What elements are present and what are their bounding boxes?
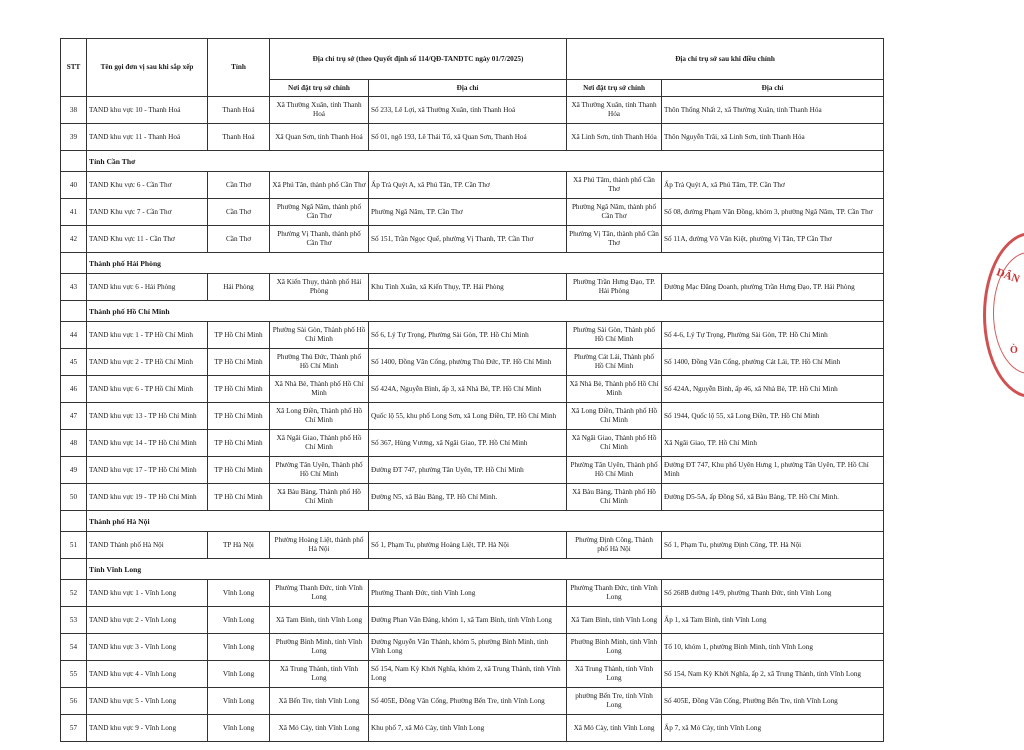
cell-unit-name: TAND khu vực 6 - TP Hồ Chí Minh bbox=[87, 376, 208, 403]
cell-address-old: Ấp Trà Quýt A, xã Phú Tân, TP. Cần Thơ bbox=[369, 172, 567, 199]
cell-place-old: Phường Sài Gòn, Thành phố Hồ Chí Minh bbox=[270, 322, 369, 349]
cell-stt: 45 bbox=[61, 349, 87, 376]
cell-place-new: Phường Định Công, Thành phố Hà Nội bbox=[567, 532, 662, 559]
cell-place-old: Xã Phú Tân, thành phố Cần Thơ bbox=[270, 172, 369, 199]
cell-unit-name: TAND khu vực 19 - TP Hồ Chí Minh bbox=[87, 484, 208, 511]
document-page bbox=[60, 38, 883, 742]
cell-place-new: Xã Long Điền, Thành phố Hồ Chí Minh bbox=[567, 403, 662, 430]
table-row bbox=[61, 322, 884, 349]
cell-address-new: Số 268B đường 14/9, phường Thanh Đức, tỉnh Vĩnh Long bbox=[662, 580, 884, 607]
cell-address-new: Tổ 10, khóm 1, phường Bình Minh, tỉnh Vĩnh Long bbox=[662, 634, 884, 661]
cell-place-new: Xã Trung Thành, tỉnh Vĩnh Long bbox=[567, 661, 662, 688]
cell-address-new: Đường D5-5A, ấp Đồng Sổ, xã Bàu Bàng, TP. Hồ Chí Minh. bbox=[662, 484, 884, 511]
cell-address-new: Thôn Nguyễn Trãi, xã Linh Sơn, tỉnh Thanh Hóa bbox=[662, 124, 884, 151]
cell-unit-name: TAND khu vực 1 - TP Hồ Chí Minh bbox=[87, 322, 208, 349]
cell-place-new: Xã Tam Bình, tỉnh Vĩnh Long bbox=[567, 607, 662, 634]
cell-province: Thanh Hoá bbox=[208, 97, 270, 124]
cell-unit-name: TAND Khu vực 6 - Cần Thơ bbox=[87, 172, 208, 199]
cell-place-old: Xã Thường Xuân, tỉnh Thanh Hoá bbox=[270, 97, 369, 124]
cell-place-old: Xã Nhà Bè, Thành phố Hồ Chí Minh bbox=[270, 376, 369, 403]
cell-unit-name: TAND khu vực 17 - TP Hồ Chí Minh bbox=[87, 457, 208, 484]
cell-unit-name: TAND khu vực 4 - Vĩnh Long bbox=[87, 661, 208, 688]
cell-place-new: Phường Cát Lái, Thành phố Hồ Chí Minh bbox=[567, 349, 662, 376]
header-place-new: Nơi đặt trụ sở chính bbox=[567, 80, 662, 97]
cell-province: TP Hồ Chí Minh bbox=[208, 484, 270, 511]
cell-unit-name: TAND khu vực 13 - TP Hồ Chí Minh bbox=[87, 403, 208, 430]
cell-address-old: Số 154, Nam Kỳ Khởi Nghĩa, khóm 2, xã Trung Thành, tỉnh Vĩnh Long bbox=[369, 661, 567, 688]
cell-unit-name: TAND khu vực 14 - TP Hồ Chí Minh bbox=[87, 430, 208, 457]
cell-place-new: Phường Thanh Đức, tỉnh Vĩnh Long bbox=[567, 580, 662, 607]
cell-province: TP Hồ Chí Minh bbox=[208, 403, 270, 430]
cell-province: Thanh Hoá bbox=[208, 124, 270, 151]
cell-place-new: Phường Tân Uyên, Thành phố Hồ Chí Minh bbox=[567, 457, 662, 484]
table-row bbox=[61, 403, 884, 430]
cell-address-old: Đường Phan Văn Đáng, khóm 1, xã Tam Bình, tỉnh Vĩnh Long bbox=[369, 607, 567, 634]
court-address-table bbox=[60, 38, 884, 742]
cell-address-new: Số 08, đường Phạm Văn Đồng, khóm 3, phường Ngã Năm, TP. Cần Thơ bbox=[662, 199, 884, 226]
cell-place-old: Phường Tân Uyên, Thành phố Hồ Chí Minh bbox=[270, 457, 369, 484]
cell-place-old: Xã Tam Bình, tỉnh Vĩnh Long bbox=[270, 607, 369, 634]
cell-place-old: Xã Quan Sơn, tỉnh Thanh Hoá bbox=[270, 124, 369, 151]
header-province: Tỉnh bbox=[208, 39, 270, 97]
cell-province: Cần Thơ bbox=[208, 199, 270, 226]
cell-stt: 54 bbox=[61, 634, 87, 661]
section-row bbox=[61, 301, 884, 322]
cell-address-new: Số 1944, Quốc lộ 55, xã Long Điền, TP. Hồ Chí Minh bbox=[662, 403, 884, 430]
cell-address-old: Phường Ngã Năm, TP. Cần Thơ bbox=[369, 199, 567, 226]
cell-province: Vĩnh Long bbox=[208, 634, 270, 661]
section-stt-cell bbox=[61, 511, 87, 532]
cell-address-old: Số 1, Phạm Tu, phường Hoàng Liệt, TP. Hà Nội bbox=[369, 532, 567, 559]
section-label: Tỉnh Cần Thơ bbox=[87, 151, 884, 172]
table-row bbox=[61, 715, 884, 742]
cell-unit-name: TAND khu vực 5 - Vĩnh Long bbox=[87, 688, 208, 715]
cell-address-old: Số 233, Lê Lợi, xã Thường Xuân, tỉnh Thanh Hoá bbox=[369, 97, 567, 124]
cell-address-new: Ấp 7, xã Mỏ Cày, tỉnh Vĩnh Long bbox=[662, 715, 884, 742]
cell-address-old: Số 6, Lý Tự Trọng, Phường Sài Gòn, TP. Hồ Chí Minh bbox=[369, 322, 567, 349]
seal-text-top: DÂN bbox=[994, 266, 1022, 286]
cell-place-new: Xã Mỏ Cày, tỉnh Vĩnh Long bbox=[567, 715, 662, 742]
header-unit-name: Tên gọi đơn vị sau khi sắp xếp bbox=[87, 39, 208, 97]
cell-place-new: Phường Vị Tân, thành phố Cần Thơ bbox=[567, 226, 662, 253]
cell-stt: 40 bbox=[61, 172, 87, 199]
cell-place-old: Phường Vị Thanh, thành phố Cần Thơ bbox=[270, 226, 369, 253]
cell-unit-name: TAND Khu vực 7 - Cần Thơ bbox=[87, 199, 208, 226]
cell-place-new: Xã Phú Tâm, thành phố Cần Thơ bbox=[567, 172, 662, 199]
cell-address-old: Số 151, Trần Ngọc Quế, phường Vị Thanh, TP. Cần Thơ bbox=[369, 226, 567, 253]
cell-address-old: Đường ĐT 747, phường Tân Uyên, TP. Hồ Chí Minh bbox=[369, 457, 567, 484]
table-body bbox=[61, 97, 884, 742]
cell-stt: 39 bbox=[61, 124, 87, 151]
table-row bbox=[61, 226, 884, 253]
cell-address-new: Ấp 1, xã Tam Bình, tỉnh Vĩnh Long bbox=[662, 607, 884, 634]
cell-address-new: Xã Ngãi Giao, TP. Hồ Chí Minh bbox=[662, 430, 884, 457]
cell-address-old: Đường N5, xã Bàu Bàng, TP. Hồ Chí Minh. bbox=[369, 484, 567, 511]
cell-place-new: Xã Bàu Bàng, Thành phố Hồ Chí Minh bbox=[567, 484, 662, 511]
cell-province: Vĩnh Long bbox=[208, 607, 270, 634]
cell-province: TP Hồ Chí Minh bbox=[208, 349, 270, 376]
cell-stt: 55 bbox=[61, 661, 87, 688]
table-row bbox=[61, 688, 884, 715]
cell-stt: 42 bbox=[61, 226, 87, 253]
table-row bbox=[61, 484, 884, 511]
seal-text-bottom: Ò bbox=[1010, 345, 1018, 356]
cell-unit-name: TAND khu vực 9 - Vĩnh Long bbox=[87, 715, 208, 742]
cell-stt: 51 bbox=[61, 532, 87, 559]
header-place-old: Nơi đặt trụ sở chính bbox=[270, 80, 369, 97]
cell-address-new: Thôn Thống Nhất 2, xã Thường Xuân, tỉnh Thanh Hóa bbox=[662, 97, 884, 124]
cell-place-new: Phường Bình Minh, tỉnh Vĩnh Long bbox=[567, 634, 662, 661]
cell-place-old: Xã Trung Thành, tỉnh Vĩnh Long bbox=[270, 661, 369, 688]
cell-place-old: Xã Bàu Bàng, Thành phố Hồ Chí Minh bbox=[270, 484, 369, 511]
table-row bbox=[61, 634, 884, 661]
cell-address-new: Số 154, Nam Kỳ Khởi Nghĩa, ấp 2, xã Trung Thành, tỉnh Vĩnh Long bbox=[662, 661, 884, 688]
section-row bbox=[61, 511, 884, 532]
cell-unit-name: TAND Thành phố Hà Nội bbox=[87, 532, 208, 559]
table-row bbox=[61, 376, 884, 403]
cell-unit-name: TAND khu vực 10 - Thanh Hoá bbox=[87, 97, 208, 124]
section-row bbox=[61, 559, 884, 580]
cell-place-old: Phường Thanh Đức, tỉnh Vĩnh Long bbox=[270, 580, 369, 607]
cell-address-old: Số 367, Hùng Vương, xã Ngãi Giao, TP. Hồ Chí Minh bbox=[369, 430, 567, 457]
cell-unit-name: TAND Khu vực 11 - Cần Thơ bbox=[87, 226, 208, 253]
section-label: Thành phố Hồ Chí Minh bbox=[87, 301, 884, 322]
cell-address-new: Ấp Trà Quýt A, xã Phú Tâm, TP. Cần Thơ bbox=[662, 172, 884, 199]
cell-address-old: Khu phố 7, xã Mỏ Cày, tỉnh Vĩnh Long bbox=[369, 715, 567, 742]
table-row bbox=[61, 97, 884, 124]
cell-address-old: Số 405E, Đồng Văn Cống, Phường Bến Tre, tỉnh Vĩnh Long bbox=[369, 688, 567, 715]
table-row bbox=[61, 580, 884, 607]
cell-address-old: Quốc lộ 55, khu phố Long Sơn, xã Long Điền, TP. Hồ Chí Minh bbox=[369, 403, 567, 430]
cell-place-old: Xã Kiến Thụy, thành phố Hải Phòng bbox=[270, 274, 369, 301]
table-row bbox=[61, 430, 884, 457]
cell-unit-name: TAND khu vực 11 - Thanh Hoá bbox=[87, 124, 208, 151]
cell-place-new: Xã Ngãi Giao, Thành phố Hồ Chí Minh bbox=[567, 430, 662, 457]
cell-place-new: Phường Ngã Năm, thành phố Cần Thơ bbox=[567, 199, 662, 226]
cell-address-new: Số 11A, đường Võ Văn Kiệt, phường Vị Tân, TP Cần Thơ bbox=[662, 226, 884, 253]
cell-address-new: Số 1, Phạm Tu, phường Định Công, TP. Hà Nội bbox=[662, 532, 884, 559]
table-row bbox=[61, 607, 884, 634]
cell-stt: 53 bbox=[61, 607, 87, 634]
cell-address-new: Đường Mạc Đăng Doanh, phường Trần Hưng Đạo, TP. Hải Phòng bbox=[662, 274, 884, 301]
table-row bbox=[61, 532, 884, 559]
table-row bbox=[61, 172, 884, 199]
cell-stt: 48 bbox=[61, 430, 87, 457]
cell-province: Vĩnh Long bbox=[208, 715, 270, 742]
cell-place-old: Phường Ngã Năm, thành phố Cần Thơ bbox=[270, 199, 369, 226]
section-row bbox=[61, 253, 884, 274]
header-address-new: Địa chỉ bbox=[662, 80, 884, 97]
section-stt-cell bbox=[61, 559, 87, 580]
cell-province: TP Hồ Chí Minh bbox=[208, 457, 270, 484]
cell-place-old: Xã Mỏ Cày, tỉnh Vĩnh Long bbox=[270, 715, 369, 742]
cell-province: TP Hồ Chí Minh bbox=[208, 430, 270, 457]
cell-unit-name: TAND khu vực 2 - Vĩnh Long bbox=[87, 607, 208, 634]
header-stt: STT bbox=[61, 39, 87, 97]
cell-place-old: Xã Bến Tre, tỉnh Vĩnh Long bbox=[270, 688, 369, 715]
cell-unit-name: TAND khu vực 2 - TP Hồ Chí Minh bbox=[87, 349, 208, 376]
cell-stt: 49 bbox=[61, 457, 87, 484]
table-row bbox=[61, 661, 884, 688]
cell-place-old: Xã Ngãi Giao, Thành phố Hồ Chí Minh bbox=[270, 430, 369, 457]
cell-place-new: Phường Trần Hưng Đạo, TP. Hải Phòng bbox=[567, 274, 662, 301]
cell-stt: 43 bbox=[61, 274, 87, 301]
cell-place-old: Phường Bình Minh, tỉnh Vĩnh Long bbox=[270, 634, 369, 661]
cell-province: TP Hồ Chí Minh bbox=[208, 376, 270, 403]
header-new-address-group: Địa chỉ trụ sở sau khi điều chỉnh bbox=[567, 39, 884, 80]
cell-address-old: Số 424A, Nguyễn Bình, ấp 3, xã Nhà Bè, TP. Hồ Chí Minh bbox=[369, 376, 567, 403]
cell-stt: 52 bbox=[61, 580, 87, 607]
cell-address-old: Phường Thanh Đức, tỉnh Vĩnh Long bbox=[369, 580, 567, 607]
cell-province: Hải Phòng bbox=[208, 274, 270, 301]
cell-place-old: Phường Hoàng Liệt, thành phố Hà Nội bbox=[270, 532, 369, 559]
section-stt-cell bbox=[61, 253, 87, 274]
cell-address-new: Số 424A, Nguyễn Bình, ấp 46, xã Nhà Bè, TP. Hồ Chí Minh bbox=[662, 376, 884, 403]
table-row bbox=[61, 274, 884, 301]
cell-address-new: Số 1400, Đồng Văn Cống, phường Cát Lái, TP. Hồ Chí Minh bbox=[662, 349, 884, 376]
cell-stt: 46 bbox=[61, 376, 87, 403]
header-address-old: Địa chỉ bbox=[369, 80, 567, 97]
cell-province: TP Hà Nội bbox=[208, 532, 270, 559]
cell-place-new: Xã Thường Xuân, tỉnh Thanh Hóa bbox=[567, 97, 662, 124]
cell-unit-name: TAND khu vực 3 - Vĩnh Long bbox=[87, 634, 208, 661]
table-row bbox=[61, 199, 884, 226]
cell-stt: 41 bbox=[61, 199, 87, 226]
cell-stt: 38 bbox=[61, 97, 87, 124]
cell-address-old: Số 01, ngõ 193, Lê Thái Tổ, xã Quan Sơn, Thanh Hoá bbox=[369, 124, 567, 151]
cell-place-old: Phường Thủ Đức, Thành phố Hồ Chí Minh bbox=[270, 349, 369, 376]
section-label: Thành phố Hà Nội bbox=[87, 511, 884, 532]
cell-province: TP Hồ Chí Minh bbox=[208, 322, 270, 349]
section-stt-cell bbox=[61, 151, 87, 172]
cell-address-new: Số 405E, Đồng Văn Cống, Phường Bến Tre, tỉnh Vĩnh Long bbox=[662, 688, 884, 715]
table-row bbox=[61, 457, 884, 484]
section-label: Thành phố Hải Phòng bbox=[87, 253, 884, 274]
cell-place-new: phường Bến Tre, tỉnh Vĩnh Long bbox=[567, 688, 662, 715]
cell-place-new: Phường Sài Gòn, Thành phố Hồ Chí Minh bbox=[567, 322, 662, 349]
cell-province: Vĩnh Long bbox=[208, 580, 270, 607]
cell-province: Vĩnh Long bbox=[208, 688, 270, 715]
table-row bbox=[61, 349, 884, 376]
table-row bbox=[61, 124, 884, 151]
cell-province: Vĩnh Long bbox=[208, 661, 270, 688]
cell-address-new: Số 4-6, Lý Tự Trọng, Phường Sài Gòn, TP. Hồ Chí Minh bbox=[662, 322, 884, 349]
cell-stt: 47 bbox=[61, 403, 87, 430]
section-row bbox=[61, 151, 884, 172]
cell-place-new: Xã Linh Sơn, tỉnh Thanh Hóa bbox=[567, 124, 662, 151]
section-stt-cell bbox=[61, 301, 87, 322]
cell-unit-name: TAND khu vực 1 - Vĩnh Long bbox=[87, 580, 208, 607]
cell-place-new: Xã Nhà Bè, Thành phố Hồ Chí Minh bbox=[567, 376, 662, 403]
cell-stt: 56 bbox=[61, 688, 87, 715]
cell-place-old: Xã Long Điền, Thành phố Hồ Chí Minh bbox=[270, 403, 369, 430]
cell-stt: 57 bbox=[61, 715, 87, 742]
cell-stt: 44 bbox=[61, 322, 87, 349]
cell-province: Cần Thơ bbox=[208, 172, 270, 199]
header-old-address-group: Địa chỉ trụ sở (theo Quyết định số 114/QĐ-TANDTC ngày 01/7/2025) bbox=[270, 39, 567, 80]
cell-address-new: Đường ĐT 747, Khu phố Uyên Hưng 1, phường Tân Uyên, TP. Hồ Chí Minh bbox=[662, 457, 884, 484]
cell-address-old: Khu Tỉnh Xuân, xã Kiến Thụy, TP. Hải Phòng bbox=[369, 274, 567, 301]
cell-unit-name: TAND khu vực 6 - Hải Phòng bbox=[87, 274, 208, 301]
cell-province: Cần Thơ bbox=[208, 226, 270, 253]
section-label: Tỉnh Vĩnh Long bbox=[87, 559, 884, 580]
cell-address-old: Đường Nguyễn Văn Thảnh, khóm 5, phường Bình Minh, tỉnh Vĩnh Long bbox=[369, 634, 567, 661]
cell-address-old: Số 1400, Đồng Văn Cống, phường Thủ Đức, TP. Hồ Chí Minh bbox=[369, 349, 567, 376]
cell-stt: 50 bbox=[61, 484, 87, 511]
